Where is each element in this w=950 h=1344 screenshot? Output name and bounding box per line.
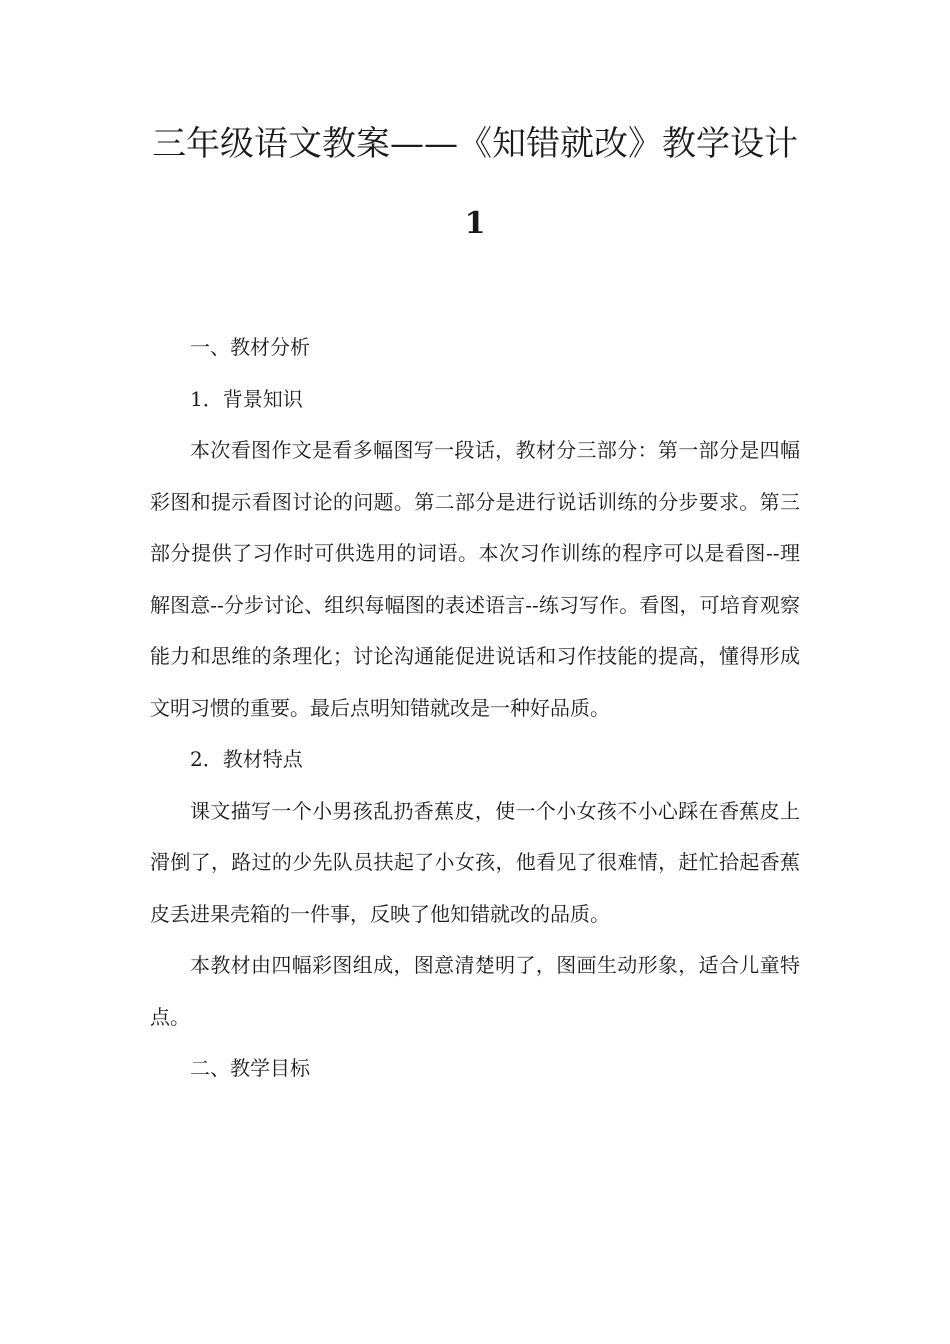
document-title-number: 1 — [464, 206, 486, 241]
subheading-textbook-features: 2．教材特点 — [190, 747, 303, 771]
paragraph-pictures: 本教材由四幅彩图组成，图意清楚明了，图画生动形象，适合儿童特点。 — [150, 953, 800, 1029]
subheading-background-knowledge: 1．背景知识 — [190, 386, 303, 411]
section-heading-teaching-goals: 二、教学目标 — [190, 1056, 310, 1080]
paragraph-story: 课文描写一个小男孩乱扔香蕉皮，使一个小女孩不小心踩在香蕉皮上滑倒了，路过的少先队员扶起了小女孩，他看见了很难情，赶忙拾起香蕉皮丢进果壳箱的一件事，反映了他知错就改的品质。 — [150, 798, 800, 926]
document-title: 三年级语文教案——《知错就改》教学设计 — [152, 124, 798, 164]
document-body — [150, 322, 800, 1095]
section-heading-textbook-analysis: 一、教材分析 — [190, 335, 310, 359]
paragraph-background: 本次看图作文是看多幅图写一段话，教材分三部分：第一部分是四幅彩图和提示看图讨论的问题。第二部分是进行说话训练的分步要求。第三部分提供了习作时可供选用的词语。本次习作训练的程序可以是看图--理解图意--分步讨论、组织每幅图的表述语言--练习写作。看图，可培育观察能力和思维的条理化；讨论沟通能促进说话和习作技能的提高，懂得形成文明习惯的重要。最后点明知错就改是一种好品质。 — [150, 438, 800, 720]
